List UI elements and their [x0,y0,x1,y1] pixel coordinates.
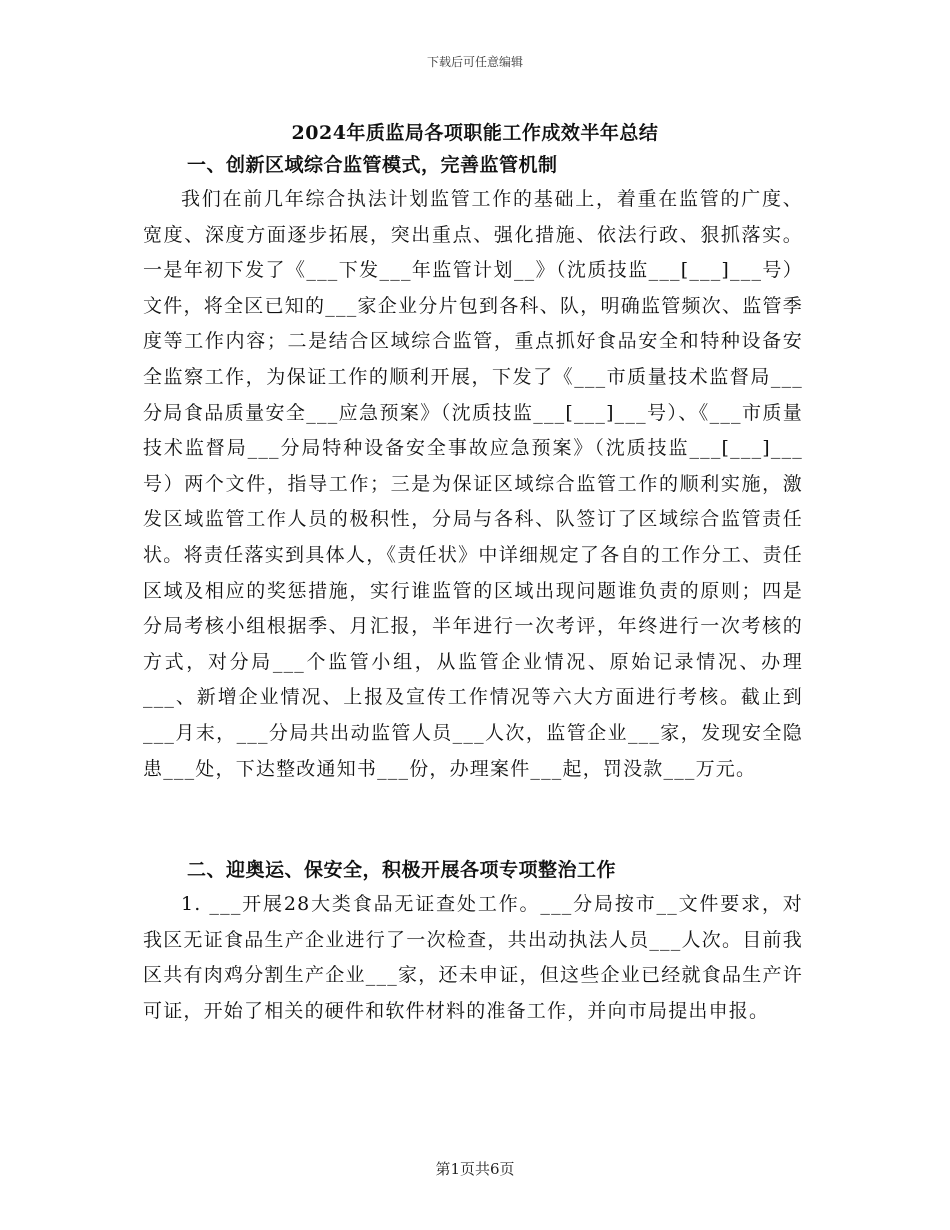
section-heading-1: 一、创新区域综合监管模式，完善监管机制 [187,154,558,176]
section-1-paragraph: 我们在前几年综合执法计划监管工作的基础上，着重在监管的广度、宽度、深度方面逐步拓展，突出重点、强化措施、依法行政、狠抓落实。一是年初下发了《___下发___年监管计划__》（沈质技监___[___]___号）文件，将全区已知的___家企业分片包到各科、队，明确监管频次、监管季度等工作内容；二是结合区域综合监管，重点抓好食品安全和特种设备安全监察工作，为保证工作的顺利开展，下发了《___市质量技术监督局___分局食品质量安全___应急预案》（沈质技监___[___]___号）、《___市质量技术监督局___分局特种设备安全事故应急预案》（沈质技监___[___]___号）两个文件，指导工作；三是为保证区域综合监管工作的顺利实施，激发区域监管工作人员的极积性，分局与各科、队签订了区域综合监管责任状。将责任落实到具体人，《责任状》中详细规定了各自的工作分工、责任区域及相应的奖惩措施，实行谁监管的区域出现问题谁负责的原则；四是分局考核小组根据季、月汇报，半年进行一次考评，年终进行一次考核的方式，对分局___个监管小组，从监管企业情况、原始记录情况、办理___、新增企业情况、上报及宣传工作情况等六大方面进行考核。截止到___月末，___分局共出动监管人员___人次，监管企业___家，发现安全隐患___处，下达整改通知书___份，办理案件___起，罚没款___万元。 [143,188,803,780]
section-2-paragraph: 1. ___开展28大类食品无证查处工作。___分局按市__文件要求，对我区无证食品生产企业进行了一次检查，共出动执法人员___人次。目前我区共有肉鸡分割生产企业___家，还未申证，但这些企业已经就食品生产许可证，开始了相关的硬件和软件材料的准备工作，并向市局提出申报。 [143,893,803,1022]
document-title: 2024年质监局各项职能工作成效半年总结 [291,122,659,144]
section-heading-2: 二、迎奥运、保安全，积极开展各项专项整治工作 [187,859,617,881]
page-footer: 第1页共6页 [435,1160,515,1178]
page-header: 下载后可任意编辑 [426,55,523,69]
